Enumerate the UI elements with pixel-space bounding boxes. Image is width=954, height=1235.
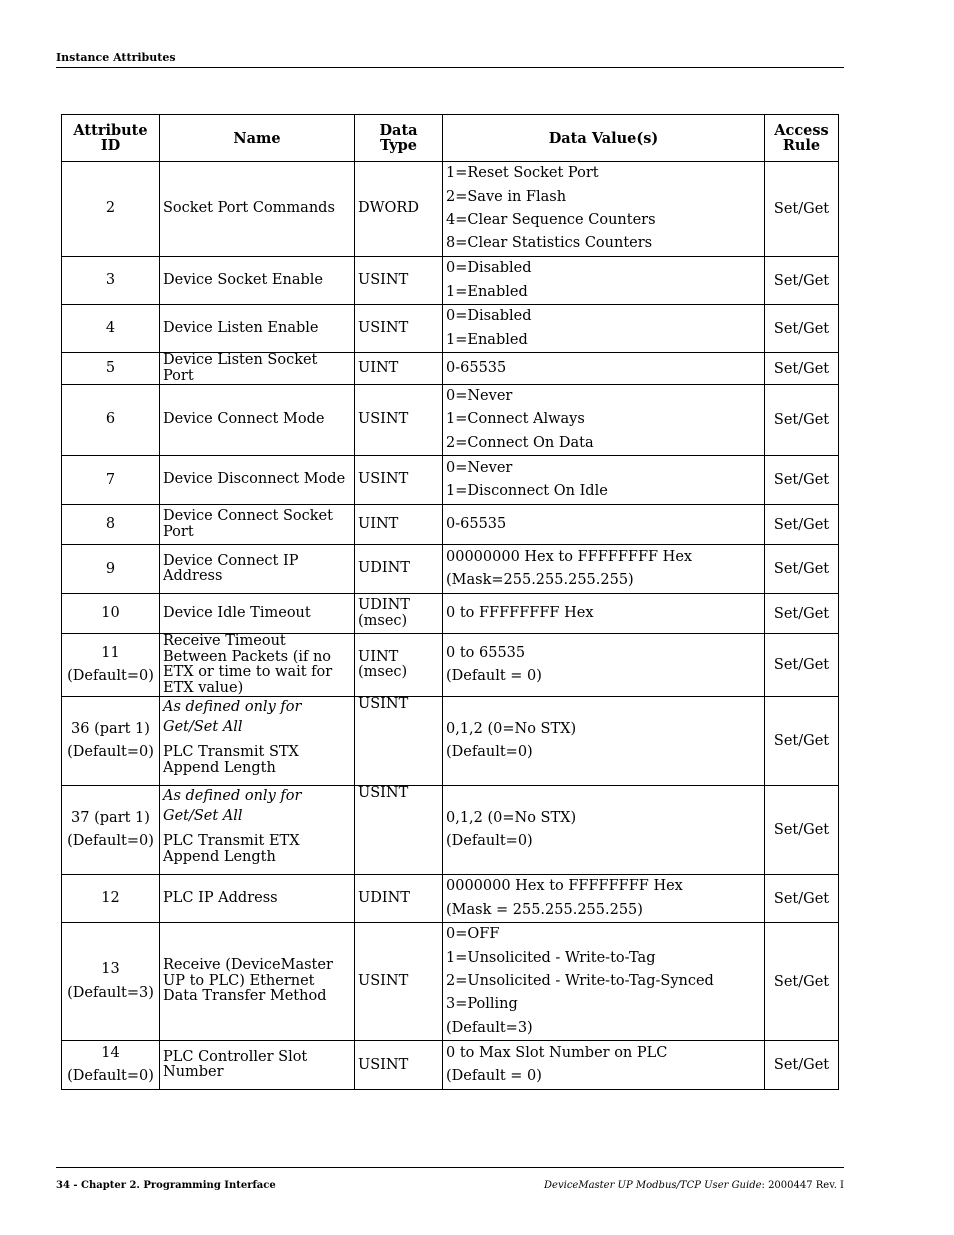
data-type-cell: UINT: [355, 353, 443, 385]
table-row: [62, 923, 839, 1041]
footer-divider: [56, 1167, 844, 1168]
attribute-id-line: 9: [105, 560, 116, 577]
data-value-line: 0-65535: [446, 359, 507, 376]
access-rule-cell: Set/Get: [765, 353, 839, 385]
data-type-cell: UINT (msec): [355, 634, 443, 697]
data-value-line: 0=Disabled: [446, 308, 532, 325]
attribute-id-cell: [62, 634, 160, 697]
data-value-line: 1=Disconnect On Idle: [446, 483, 608, 500]
data-type-cell: USINT: [355, 785, 443, 875]
data-type-cell: USINT: [355, 385, 443, 456]
column-header-data-type: Data Type: [355, 115, 443, 162]
attribute-id-line: 10: [101, 605, 120, 622]
attribute-name-cell: Device Socket Enable: [160, 257, 355, 305]
attribute-name-cell: Device Connect Socket Port: [160, 505, 355, 545]
attribute-name-cell: Device Disconnect Mode: [160, 456, 355, 505]
data-value-line: 1=Enabled: [446, 331, 528, 348]
data-type-cell: USINT: [355, 305, 443, 353]
footer-guide-title: DeviceMaster UP Modbus/TCP User Guide: [544, 1180, 762, 1191]
attribute-id-line: 36 (part 1): [71, 720, 150, 737]
table-row: [62, 634, 839, 697]
data-type-cell: UINT: [355, 505, 443, 545]
access-rule-cell: Set/Get: [765, 545, 839, 594]
access-rule-cell: Set/Get: [765, 785, 839, 875]
data-value-line: (Mask=255.255.255.255): [446, 572, 634, 589]
access-rule-cell: Set/Get: [765, 875, 839, 923]
attribute-id-line: (Default=3): [67, 984, 154, 1001]
attribute-name-cell: Device Listen Enable: [160, 305, 355, 353]
attribute-id-line: 7: [105, 471, 116, 488]
attribute-name-cell: Device Connect Mode: [160, 385, 355, 456]
data-values-cell: [443, 305, 765, 353]
access-rule-cell: Set/Get: [765, 257, 839, 305]
data-values-cell: [443, 162, 765, 257]
data-value-line: (Default=0): [446, 832, 533, 849]
data-type-cell: USINT: [355, 257, 443, 305]
instance-attributes-table: [61, 114, 839, 1090]
data-values-cell: [443, 353, 765, 385]
data-value-line: 4=Clear Sequence Counters: [446, 212, 656, 228]
attribute-id-line: 4: [105, 319, 116, 336]
data-value-line: 0,1,2 (0=No STX): [446, 809, 577, 826]
data-value-line: 0=Never: [446, 459, 513, 476]
table-row: [62, 697, 839, 738]
table-row: [62, 1041, 839, 1090]
data-type-cell: USINT: [355, 1041, 443, 1090]
access-rule-cell: Set/Get: [765, 305, 839, 353]
access-rule-cell: Set/Get: [765, 456, 839, 505]
attribute-id-cell: [62, 785, 160, 875]
data-value-line: 0 to Max Slot Number on PLC: [446, 1044, 668, 1061]
data-type-cell: USINT: [355, 456, 443, 505]
table-row: [62, 456, 839, 505]
access-rule-cell: Set/Get: [765, 162, 839, 257]
data-values-cell: [443, 634, 765, 697]
attribute-name-cell: PLC IP Address: [160, 875, 355, 923]
footer-page-label: 34 - Chapter 2. Programming Interface: [56, 1180, 276, 1191]
attribute-id-line: 5: [105, 359, 116, 376]
attribute-id-line: (Default=0): [67, 1068, 154, 1085]
access-rule-cell: Set/Get: [765, 505, 839, 545]
data-value-line: 3=Polling: [446, 996, 518, 1013]
attribute-id-cell: [62, 385, 160, 456]
access-rule-cell: Set/Get: [765, 1041, 839, 1090]
data-value-line: 2=Connect On Data: [446, 434, 594, 451]
data-value-line: 1=Unsolicited - Write-to-Tag: [446, 949, 656, 966]
attribute-name-cell: Socket Port Commands: [160, 162, 355, 257]
attribute-name-cell: Device Idle Timeout: [160, 594, 355, 634]
table-row: [62, 545, 839, 594]
attribute-id-cell: [62, 594, 160, 634]
data-value-line: (Default=3): [446, 1019, 533, 1036]
data-value-line: 0 to 65535: [446, 644, 526, 661]
attribute-note: As defined only for Get/Set All: [163, 787, 302, 824]
data-value-line: (Default = 0): [446, 668, 542, 685]
data-values-cell: [443, 257, 765, 305]
data-value-line: 1=Reset Socket Port: [446, 165, 599, 182]
access-rule-cell: Set/Get: [765, 634, 839, 697]
attribute-id-line: 8: [105, 516, 116, 533]
attribute-name-cell: [160, 697, 355, 738]
table-row: [62, 875, 839, 923]
table-row: [62, 594, 839, 634]
data-values-cell: [443, 545, 765, 594]
footer-revision: : 2000447 Rev. I: [761, 1180, 844, 1191]
data-values-cell: [443, 505, 765, 545]
attribute-id-cell: [62, 456, 160, 505]
attribute-id-cell: [62, 162, 160, 257]
access-rule-cell: Set/Get: [765, 923, 839, 1041]
data-value-line: 0-65535: [446, 516, 507, 533]
attribute-id-cell: [62, 353, 160, 385]
attribute-name-cell: Device Listen Socket Port: [160, 353, 355, 385]
data-type-cell: USINT: [355, 697, 443, 786]
data-value-line: (Mask = 255.255.255.255): [446, 901, 643, 918]
attribute-id-line: 14: [101, 1044, 120, 1061]
attribute-id-line: 6: [105, 411, 116, 428]
attribute-id-line: 3: [105, 271, 116, 288]
table-header-row: [62, 115, 839, 162]
attribute-name-cell: PLC Controller Slot Number: [160, 1041, 355, 1090]
data-values-cell: [443, 594, 765, 634]
attribute-id-cell: [62, 257, 160, 305]
attribute-id-cell: [62, 923, 160, 1041]
data-value-line: 0=OFF: [446, 926, 500, 943]
data-value-line: 2=Unsolicited - Write-to-Tag-Synced: [446, 973, 714, 990]
column-header-access-rule: Access Rule: [765, 115, 839, 162]
attribute-name-cell: [160, 785, 355, 826]
data-value-line: 8=Clear Statistics Counters: [446, 235, 653, 252]
attribute-name-cell: PLC Transmit STX Append Length: [160, 737, 355, 785]
access-rule-cell: Set/Get: [765, 697, 839, 786]
footer-document-title: [544, 1180, 844, 1191]
attribute-id-cell: [62, 305, 160, 353]
column-header-name: Name: [160, 115, 355, 162]
data-values-cell: [443, 385, 765, 456]
attribute-id-line: 11: [101, 644, 120, 661]
column-header-attribute-id: Attribute ID: [62, 115, 160, 162]
data-type-cell: DWORD: [355, 162, 443, 257]
attribute-note: As defined only for Get/Set All: [163, 699, 302, 736]
attribute-id-line: (Default=0): [67, 832, 154, 849]
data-value-line: 2=Save in Flash: [446, 188, 567, 205]
data-value-line: 0=Disabled: [446, 260, 532, 277]
data-values-cell: [443, 456, 765, 505]
data-values-cell: [443, 697, 765, 786]
data-value-line: (Default = 0): [446, 1068, 542, 1085]
column-header-data-values: Data Value(s): [443, 115, 765, 162]
header-divider: [56, 67, 844, 68]
access-rule-cell: Set/Get: [765, 385, 839, 456]
data-value-line: 0 to FFFFFFFF Hex: [446, 605, 594, 622]
data-type-cell: UDINT: [355, 545, 443, 594]
table-row: [62, 305, 839, 353]
data-value-line: 00000000 Hex to FFFFFFFF Hex: [446, 548, 693, 565]
table-body: [62, 162, 839, 1090]
attribute-name-cell: Receive (DeviceMaster UP to PLC) Ethernet Data Transfer Method: [160, 923, 355, 1041]
table-row: [62, 385, 839, 456]
data-values-cell: [443, 1041, 765, 1090]
attribute-id-line: (Default=0): [67, 743, 154, 760]
table-row: [62, 162, 839, 257]
data-values-cell: [443, 785, 765, 875]
data-value-line: 0000000 Hex to FFFFFFFF Hex: [446, 878, 683, 895]
attribute-id-line: 37 (part 1): [71, 809, 150, 826]
data-values-cell: [443, 875, 765, 923]
attribute-id-cell: [62, 875, 160, 923]
table-row: [62, 257, 839, 305]
data-value-line: 0,1,2 (0=No STX): [446, 720, 577, 737]
data-values-cell: [443, 923, 765, 1041]
data-value-line: 0=Never: [446, 388, 513, 404]
data-type-cell: UDINT: [355, 875, 443, 923]
data-type-cell: USINT: [355, 923, 443, 1041]
attribute-name-cell: PLC Transmit ETX Append Length: [160, 826, 355, 875]
data-value-line: 1=Connect Always: [446, 411, 585, 428]
table-row: [62, 505, 839, 545]
section-header: Instance Attributes: [56, 51, 176, 64]
data-value-line: (Default=0): [446, 743, 533, 760]
attribute-id-line: 12: [101, 890, 120, 907]
attribute-id-cell: [62, 505, 160, 545]
attribute-id-cell: [62, 1041, 160, 1090]
attribute-name-cell: Receive Timeout Between Packets (if no ETX or time to wait for ETX value): [160, 634, 355, 697]
table-row: [62, 785, 839, 826]
attribute-id-cell: [62, 545, 160, 594]
attribute-id-line: (Default=0): [67, 668, 154, 685]
data-type-cell: UDINT (msec): [355, 594, 443, 634]
data-value-line: 1=Enabled: [446, 283, 528, 300]
access-rule-cell: Set/Get: [765, 594, 839, 634]
attribute-id-line: 13: [101, 961, 120, 978]
table-row: [62, 353, 839, 385]
attribute-id-cell: [62, 697, 160, 786]
attribute-id-line: 2: [105, 200, 116, 217]
attribute-name-cell: Device Connect IP Address: [160, 545, 355, 594]
